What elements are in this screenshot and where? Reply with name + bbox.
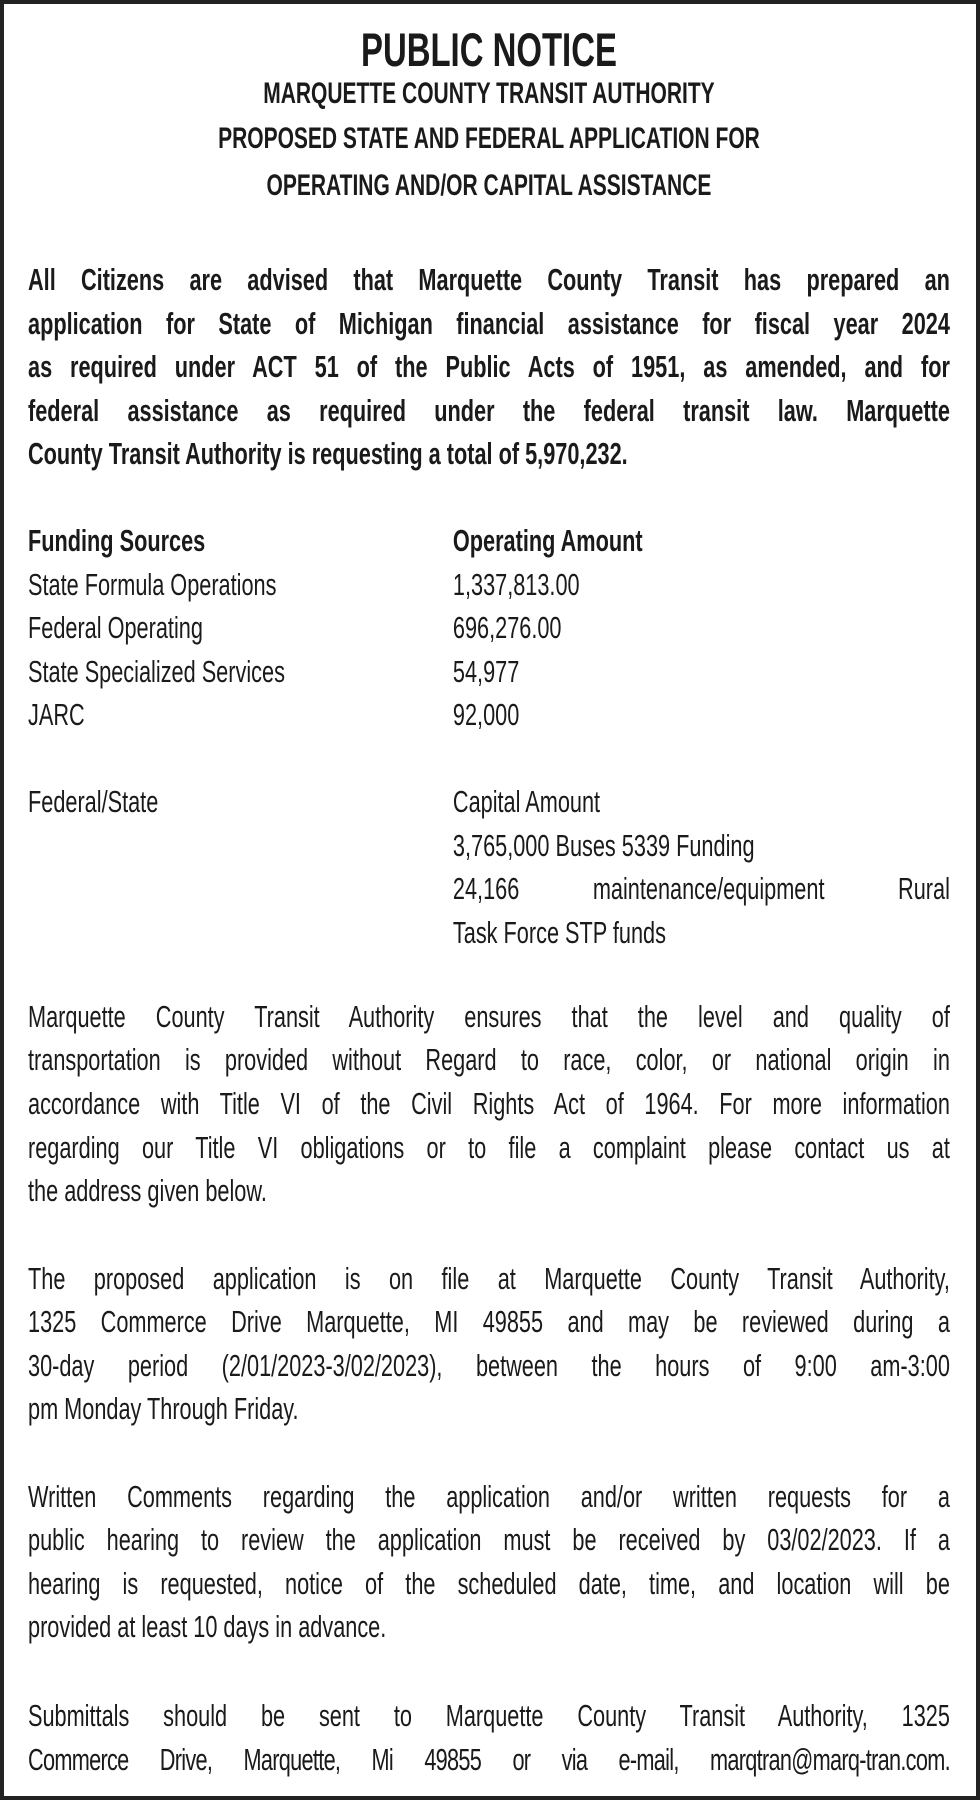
text-line: the address given below. [28, 1173, 267, 1208]
notice-title: PUBLIC NOTICE [361, 23, 617, 76]
text-line: Written Comments regarding the application and/or written requests for a [28, 1479, 950, 1514]
text-line: application for State of Michigan financial assistance for fiscal year 2024 [28, 306, 950, 341]
operating-amount: 1,337,813.00 [452, 567, 580, 602]
capital-line: Task Force STP funds [452, 915, 666, 950]
text-line: accordance with Title VI of the Civil Rights Act of 1964. For more information [28, 1086, 950, 1121]
text-line: transportation is provided without Regard to race, color, or national origin in [28, 1042, 950, 1077]
text-line: All Citizens are advised that Marquette County Transit has prepared an [28, 262, 950, 297]
capital-line: 24,166 maintenance/equipment Rural [452, 871, 950, 906]
capital-header: Capital Amount [452, 784, 601, 819]
text-line: County Transit Authority is requesting a total of 5,970,232. [28, 436, 628, 471]
text-line: Marquette County Transit Authority ensures that the level and quality of [28, 999, 950, 1034]
capital-label: Federal/State [28, 784, 159, 819]
text-line: pm Monday Through Friday. [28, 1391, 299, 1426]
text-line: federal assistance as required under the federal transit law. Marquette [28, 393, 950, 428]
column-header: Funding Sources [28, 523, 206, 558]
operating-amount: 54,977 [452, 654, 520, 689]
text-line: regarding our Title VI obligations or to file a complaint please contact us at [28, 1130, 950, 1165]
notice-subtitle: MARQUETTE COUNTY TRANSIT AUTHORITY [263, 77, 715, 110]
text-line: provided at least 10 days in advance. [28, 1609, 387, 1644]
funding-source: State Specialized Services [28, 654, 285, 689]
funding-source: JARC [28, 697, 85, 732]
column-header: Operating Amount [452, 523, 643, 558]
text-line: 30-day period (2/01/2023-3/02/2023), between the hours of 9:00 am-3:00 [28, 1348, 950, 1383]
funding-source: Federal Operating [28, 610, 203, 645]
text-line: 1325 Commerce Drive Marquette, MI 49855 and may be reviewed during a [28, 1304, 950, 1339]
funding-source: State Formula Operations [28, 567, 277, 602]
text-line: Submittals should be sent to Marquette County Transit Authority, 1325 [28, 1698, 950, 1733]
notice-subtitle: PROPOSED STATE AND FEDERAL APPLICATION FOR [218, 122, 760, 155]
text-line: hearing is requested, notice of the scheduled date, time, and location will be [28, 1566, 950, 1601]
public-notice [28, 0, 950, 1800]
operating-amount: 696,276.00 [452, 610, 562, 645]
text-line: The proposed application is on file at Marquette County Transit Authority, [28, 1261, 950, 1296]
capital-line: 3,765,000 Buses 5339 Funding [452, 828, 755, 863]
operating-amount: 92,000 [452, 697, 520, 732]
text-line: Commerce Drive, Marquette, Mi 49855 or via e-mail, marqtran@marq-tran.com. [28, 1742, 950, 1777]
notice-subtitle: OPERATING AND/OR CAPITAL ASSISTANCE [266, 169, 712, 202]
text-line: as required under ACT 51 of the Public Acts of 1951, as amended, and for [28, 349, 950, 384]
text-line: public hearing to review the application must be received by 03/02/2023. If a [28, 1522, 950, 1557]
